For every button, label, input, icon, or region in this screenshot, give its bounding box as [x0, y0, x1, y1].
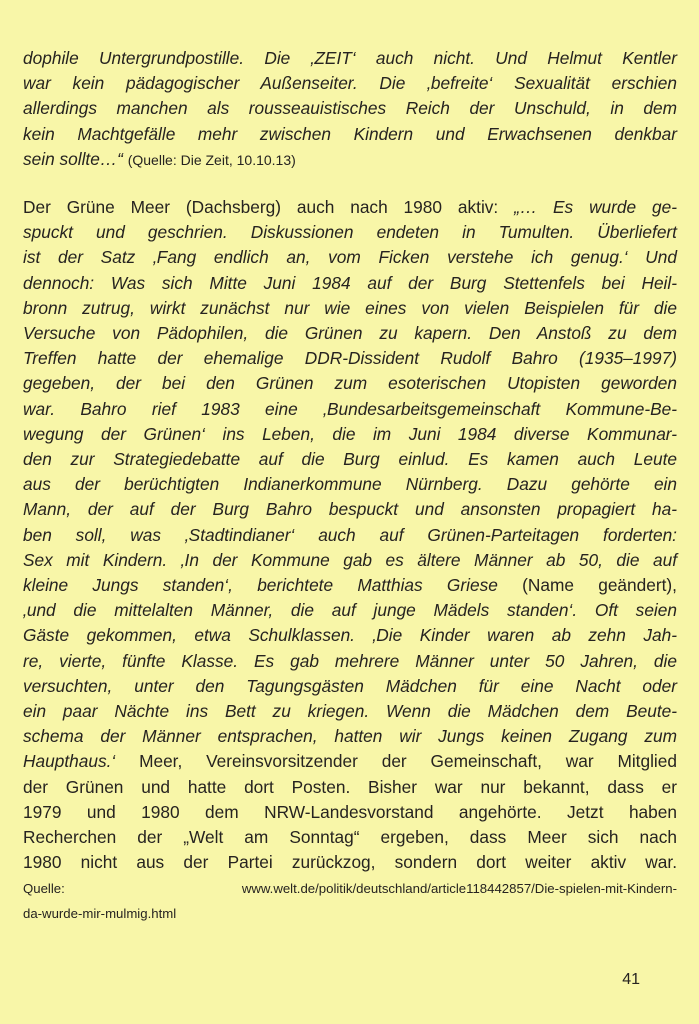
text-line: ben soll, was ‚Stadtindianer‘ auch auf Grünen-Parteitagen forderten: [23, 524, 677, 545]
quote-end: sein sollte…“ [23, 148, 123, 169]
text-line [23, 147, 677, 173]
source-url [23, 876, 677, 926]
text-line: dennoch: Was sich Mitte Juni 1984 auf der Burg Stettenfels bei Heil- [23, 272, 677, 293]
text-line: re, vierte, fünfte Klasse. Es gab mehrere Männer unter 50 Jahren, die [23, 650, 677, 671]
text-line: der Grünen und hatte dort Posten. Bisher war nur bekannt, dass er [23, 776, 677, 797]
text-line: Treffen hatte der ehemalige DDR-Dissident Rudolf Bahro (1935–1997) [23, 348, 677, 369]
page-number: 41 [622, 971, 640, 988]
paragraph-intro: Der Grüne Meer (Dachsberg) auch nach 1980 aktiv: [23, 197, 515, 218]
quote-end: Haupthaus.‘ [23, 751, 116, 772]
name-note: (Name geändert), [522, 575, 677, 596]
text-line: Mann, der auf der Burg Bahro bespuckt und ansonsten propagiert ha- [23, 499, 677, 520]
text-line [23, 573, 677, 598]
document-page [23, 46, 677, 926]
text-line: dophile Untergrundpostille. Die ‚ZEIT‘ auch nicht. Und Helmut Kentler [23, 48, 677, 68]
text-line: ist der Satz ‚Fang endlich an, vom Ficken verstehe ich genug.‘ Und [23, 247, 677, 268]
text-line: Recherchen der „Welt am Sonntag“ ergeben, dass Meer sich nach [23, 827, 677, 848]
text-line: kein Machtgefälle mehr zwischen Kindern und Erwachsenen denkbar [23, 123, 677, 144]
text-line: versuchten, unter den Tagungsgästen Mädchen für eine Nacht oder [23, 675, 677, 696]
text-line: wegung der Grünen‘ ins Leben, die im Juni 1984 diverse Kommunar- [23, 423, 677, 444]
text-line: 1979 und 1980 dem NRW-Landesvorstand angehörte. Jetzt haben [23, 801, 677, 822]
text-line: bronn zutrug, wirkt zunächst nur wie eines von vielen Beispielen für die [23, 297, 677, 318]
text-line: ‚und die mittelalten Männer, die auf junge Mädels standen‘. Oft seien [23, 600, 677, 621]
text-line [23, 749, 677, 774]
quote-start: „… Es wurde ge- [514, 197, 677, 218]
text-line: schema der Männer entsprachen, hatten wir Jungs keinen Zugang zum [23, 726, 677, 747]
text-line: war kein pädagogischer Außenseiter. Die ‚befreite‘ Sexualität erschien [23, 73, 677, 94]
paragraph-quote-zeit [23, 46, 677, 173]
text-line: den zur Strategiedebatte auf die Burg einlud. Es kamen auch Leute [23, 449, 677, 470]
text-line: spuckt und geschrien. Diskussionen endeten in Tumulten. Überliefert [23, 222, 677, 243]
quote-segment: kleine Jungs standen‘, berichtete Matthias Griese [23, 575, 523, 596]
text-line: 1980 nicht aus der Partei zurückzog, sondern dort weiter aktiv war. [23, 852, 677, 873]
text-line: aus der berüchtigten Indianerkommune Nürnberg. Dazu gehörte ein [23, 474, 677, 495]
text-line: Gäste gekommen, etwa Schulklassen. ‚Die Kinder waren ab zehn Jah- [23, 625, 677, 646]
source-url-line: da-wurde-mir-mulmig.html [23, 905, 177, 921]
source-citation: (Quelle: Die Zeit, 10.10.13) [127, 151, 296, 168]
text-line: Sex mit Kindern. ‚In der Kommune gab es ältere Männer ab 50, die auf [23, 549, 677, 570]
plain-segment: Meer, Vereinsvorsitzender der Gemeinschaft, war Mitglied [115, 751, 677, 772]
source-url-line: Quelle: www.welt.de/politik/deutschland/article118442857/Die-spielen-mit-Kindern- [23, 880, 677, 896]
text-line: ein paar Nächte ins Bett zu kriegen. Wenn die Mädchen dem Beute- [23, 701, 677, 722]
text-line: war. Bahro rief 1983 eine ‚Bundesarbeitsgemeinschaft Kommune-Be- [23, 398, 677, 419]
text-line: Versuche von Pädophilen, die Grünen zu kapern. Den Anstoß zu dem [23, 323, 677, 344]
text-line: allerdings manchen als rousseauistisches Reich der Unschuld, in dem [23, 98, 677, 119]
text-line: gegeben, der bei den Grünen zum esoterischen Utopisten geworden [23, 373, 677, 394]
paragraph-meer [23, 195, 677, 875]
text-line [23, 195, 677, 220]
